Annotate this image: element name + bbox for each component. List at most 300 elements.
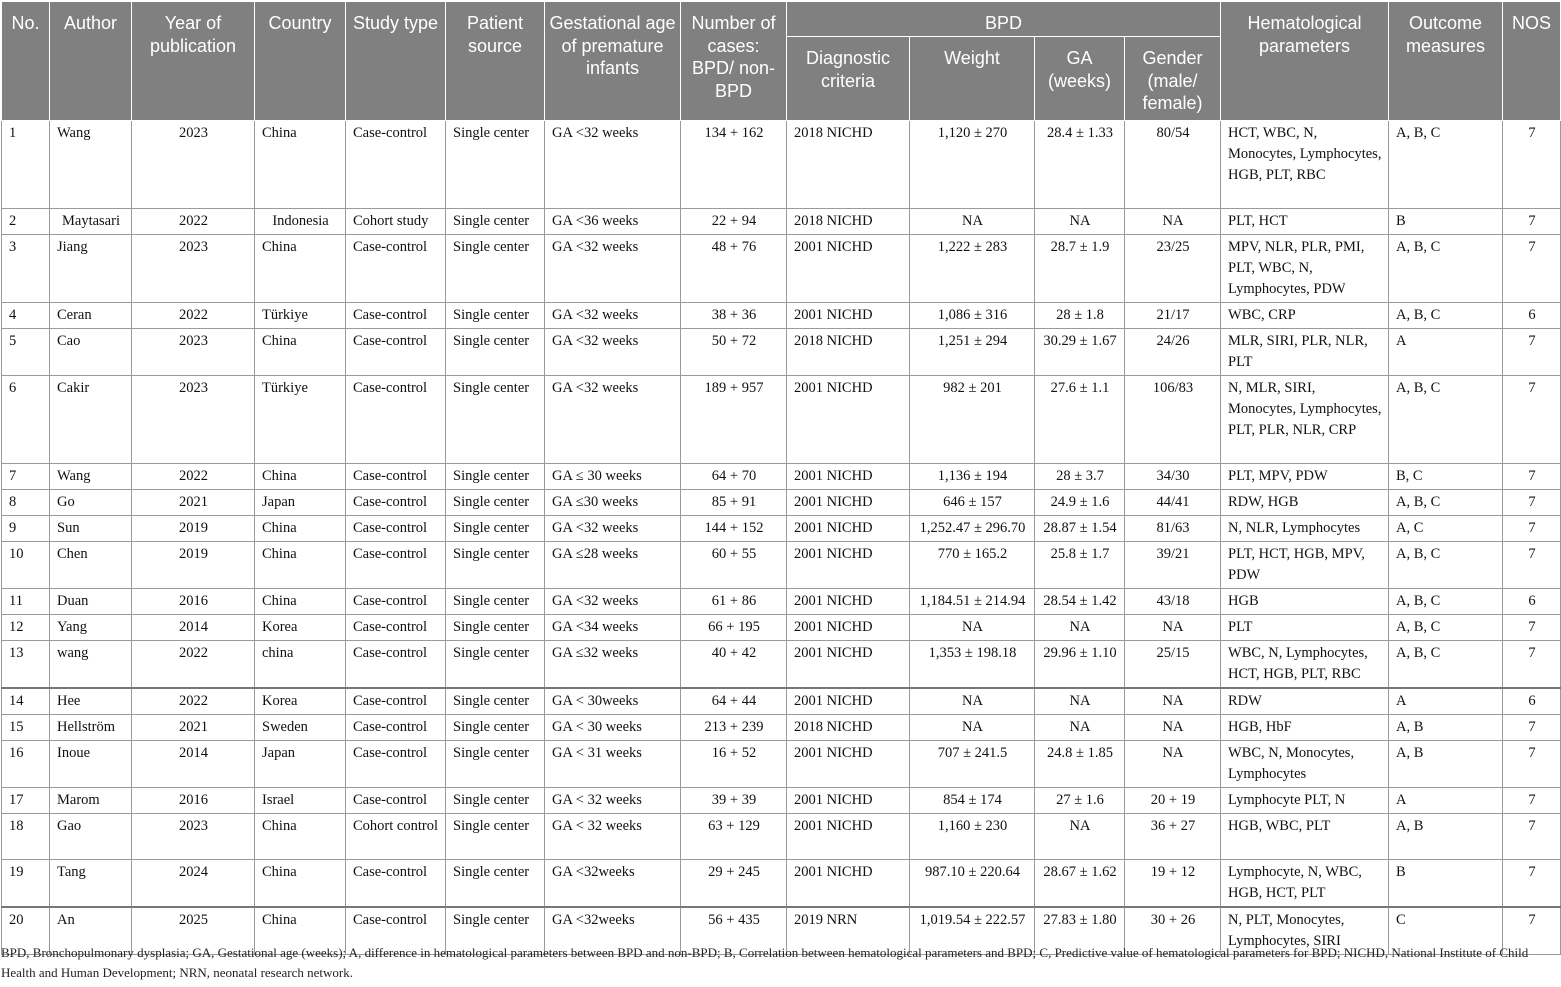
table-row bbox=[2, 542, 1561, 589]
cell-study-type: Case-control bbox=[346, 907, 446, 955]
cell-author: Chen bbox=[50, 542, 132, 589]
table-row bbox=[2, 516, 1561, 542]
cell-patient-source: Single center bbox=[446, 715, 545, 741]
cell-author: Go bbox=[50, 490, 132, 516]
cell-hematological: RDW bbox=[1221, 688, 1389, 715]
cell-study-type: Case-control bbox=[346, 376, 446, 464]
cell-gender: 21/17 bbox=[1125, 303, 1221, 329]
cell-year: 2021 bbox=[132, 490, 255, 516]
cell-gender: 39/21 bbox=[1125, 542, 1221, 589]
cell-study-type: Case-control bbox=[346, 715, 446, 741]
cell-patient-source: Single center bbox=[446, 329, 545, 376]
cell-year: 2023 bbox=[132, 329, 255, 376]
cell-weight: NA bbox=[910, 209, 1035, 235]
cell-diagnostic-criteria: 2001 NICHD bbox=[787, 542, 910, 589]
cell-gender: 34/30 bbox=[1125, 464, 1221, 490]
cell-no: 16 bbox=[2, 741, 50, 788]
cell-year: 2023 bbox=[132, 814, 255, 860]
cell-nos: 7 bbox=[1503, 376, 1561, 464]
cell-study-type: Case-control bbox=[346, 464, 446, 490]
header-year: Year of publication bbox=[132, 2, 255, 121]
cell-gestational-age: GA ≤ 30 weeks bbox=[545, 464, 681, 490]
cell-outcome: A, B bbox=[1389, 715, 1503, 741]
cell-gestational-age: GA <32weeks bbox=[545, 860, 681, 908]
cell-hematological: N, NLR, Lymphocytes bbox=[1221, 516, 1389, 542]
cell-diagnostic-criteria: 2001 NICHD bbox=[787, 688, 910, 715]
cell-no: 19 bbox=[2, 860, 50, 908]
cell-hematological: WBC, N, Lymphocytes, HCT, HGB, PLT, RBC bbox=[1221, 641, 1389, 689]
header-ga: GA (weeks) bbox=[1035, 37, 1125, 121]
table-body bbox=[2, 121, 1561, 955]
cell-no: 20 bbox=[2, 907, 50, 955]
cell-nos: 7 bbox=[1503, 715, 1561, 741]
cell-gestational-age: GA <32 weeks bbox=[545, 303, 681, 329]
cell-cases: 66 + 195 bbox=[681, 615, 787, 641]
cell-gender: NA bbox=[1125, 715, 1221, 741]
table-header bbox=[2, 2, 1561, 121]
cell-weight: 1,222 ± 283 bbox=[910, 235, 1035, 303]
cell-study-type: Cohort control bbox=[346, 814, 446, 860]
cell-hematological: WBC, N, Monocytes, Lymphocytes bbox=[1221, 741, 1389, 788]
table-footnote: BPD, Bronchopulmonary dysplasia; GA, Gestational age (weeks); A, difference in hematological parameters between BPD and non-BPD; B, Correlation between hematological parameters and BPD; C, Predictive value of hematological parameters for BPD; NICHD, National Institute of Child Health and Human Development; NRN, neonatal research network. bbox=[1, 945, 1529, 980]
cell-nos: 6 bbox=[1503, 589, 1561, 615]
cell-nos: 7 bbox=[1503, 490, 1561, 516]
table-row bbox=[2, 329, 1561, 376]
cell-patient-source: Single center bbox=[446, 814, 545, 860]
cell-gestational-age: GA < 32 weeks bbox=[545, 814, 681, 860]
cell-gender: 81/63 bbox=[1125, 516, 1221, 542]
cell-cases: 56 + 435 bbox=[681, 907, 787, 955]
cell-study-type: Cohort study bbox=[346, 209, 446, 235]
cell-weight: 1,160 ± 230 bbox=[910, 814, 1035, 860]
cell-diagnostic-criteria: 2019 NRN bbox=[787, 907, 910, 955]
cell-study-type: Case-control bbox=[346, 788, 446, 814]
cell-hematological: N, MLR, SIRI, Monocytes, Lymphocytes, PLT, PLR, NLR, CRP bbox=[1221, 376, 1389, 464]
cell-hematological: HCT, WBC, N, Monocytes, Lymphocytes, HGB, PLT, RBC bbox=[1221, 121, 1389, 209]
cell-outcome: A bbox=[1389, 688, 1503, 715]
cell-gestational-age: GA <32weeks bbox=[545, 907, 681, 955]
cell-cases: 60 + 55 bbox=[681, 542, 787, 589]
cell-gender: 23/25 bbox=[1125, 235, 1221, 303]
cell-country: Sweden bbox=[255, 715, 346, 741]
cell-country: China bbox=[255, 589, 346, 615]
cell-diagnostic-criteria: 2001 NICHD bbox=[787, 814, 910, 860]
cell-country: Japan bbox=[255, 741, 346, 788]
table-row bbox=[2, 688, 1561, 715]
cell-outcome: B bbox=[1389, 209, 1503, 235]
cell-diagnostic-criteria: 2001 NICHD bbox=[787, 788, 910, 814]
header-nos: NOS bbox=[1503, 2, 1561, 121]
cell-nos: 7 bbox=[1503, 542, 1561, 589]
table-row bbox=[2, 303, 1561, 329]
cell-country: Türkiye bbox=[255, 303, 346, 329]
cell-author: An bbox=[50, 907, 132, 955]
cell-weight: 1,251 ± 294 bbox=[910, 329, 1035, 376]
cell-country: China bbox=[255, 542, 346, 589]
cell-no: 13 bbox=[2, 641, 50, 689]
cell-weight: 1,086 ± 316 bbox=[910, 303, 1035, 329]
cell-patient-source: Single center bbox=[446, 542, 545, 589]
cell-year: 2016 bbox=[132, 589, 255, 615]
cell-no: 14 bbox=[2, 688, 50, 715]
cell-gestational-age: GA <32 weeks bbox=[545, 376, 681, 464]
cell-study-type: Case-control bbox=[346, 542, 446, 589]
cell-study-type: Case-control bbox=[346, 329, 446, 376]
cell-country: Israel bbox=[255, 788, 346, 814]
cell-patient-source: Single center bbox=[446, 303, 545, 329]
cell-study-type: Case-control bbox=[346, 641, 446, 689]
cell-country: China bbox=[255, 860, 346, 908]
cell-ga: NA bbox=[1035, 615, 1125, 641]
cell-cases: 63 + 129 bbox=[681, 814, 787, 860]
cell-nos: 7 bbox=[1503, 860, 1561, 908]
cell-country: Korea bbox=[255, 688, 346, 715]
header-patient-source: Patient source bbox=[446, 2, 545, 121]
cell-author: Duan bbox=[50, 589, 132, 615]
cell-gestational-age: GA <32 weeks bbox=[545, 589, 681, 615]
cell-gestational-age: GA <34 weeks bbox=[545, 615, 681, 641]
cell-ga: 28 ± 3.7 bbox=[1035, 464, 1125, 490]
cell-cases: 50 + 72 bbox=[681, 329, 787, 376]
cell-diagnostic-criteria: 2001 NICHD bbox=[787, 860, 910, 908]
cell-nos: 7 bbox=[1503, 516, 1561, 542]
table-row bbox=[2, 615, 1561, 641]
cell-ga: 28.7 ± 1.9 bbox=[1035, 235, 1125, 303]
cell-hematological: PLT bbox=[1221, 615, 1389, 641]
cell-study-type: Case-control bbox=[346, 303, 446, 329]
cell-diagnostic-criteria: 2018 NICHD bbox=[787, 715, 910, 741]
cell-outcome: A, B bbox=[1389, 814, 1503, 860]
cell-patient-source: Single center bbox=[446, 741, 545, 788]
cell-outcome: B, C bbox=[1389, 464, 1503, 490]
cell-ga: NA bbox=[1035, 209, 1125, 235]
cell-year: 2023 bbox=[132, 235, 255, 303]
cell-diagnostic-criteria: 2001 NICHD bbox=[787, 303, 910, 329]
header-no: No. bbox=[2, 2, 50, 121]
cell-cases: 29 + 245 bbox=[681, 860, 787, 908]
cell-no: 7 bbox=[2, 464, 50, 490]
cell-patient-source: Single center bbox=[446, 235, 545, 303]
cell-patient-source: Single center bbox=[446, 688, 545, 715]
cell-cases: 85 + 91 bbox=[681, 490, 787, 516]
cell-gender: 19 + 12 bbox=[1125, 860, 1221, 908]
table-row bbox=[2, 209, 1561, 235]
cell-country: China bbox=[255, 235, 346, 303]
cell-gender: NA bbox=[1125, 615, 1221, 641]
table-row bbox=[2, 235, 1561, 303]
cell-author: Maytasari bbox=[50, 209, 132, 235]
cell-hematological: Lymphocyte PLT, N bbox=[1221, 788, 1389, 814]
cell-gender: 43/18 bbox=[1125, 589, 1221, 615]
cell-ga: 25.8 ± 1.7 bbox=[1035, 542, 1125, 589]
cell-weight: 982 ± 201 bbox=[910, 376, 1035, 464]
cell-diagnostic-criteria: 2018 NICHD bbox=[787, 121, 910, 209]
cell-outcome: A, B, C bbox=[1389, 376, 1503, 464]
cell-no: 1 bbox=[2, 121, 50, 209]
cell-weight: 854 ± 174 bbox=[910, 788, 1035, 814]
cell-nos: 7 bbox=[1503, 788, 1561, 814]
cell-cases: 39 + 39 bbox=[681, 788, 787, 814]
cell-author: Hee bbox=[50, 688, 132, 715]
cell-outcome: A bbox=[1389, 788, 1503, 814]
cell-no: 5 bbox=[2, 329, 50, 376]
cell-gender: 80/54 bbox=[1125, 121, 1221, 209]
cell-weight: NA bbox=[910, 688, 1035, 715]
cell-diagnostic-criteria: 2001 NICHD bbox=[787, 490, 910, 516]
cell-gestational-age: GA <32 weeks bbox=[545, 329, 681, 376]
cell-weight: NA bbox=[910, 715, 1035, 741]
cell-patient-source: Single center bbox=[446, 464, 545, 490]
cell-author: Tang bbox=[50, 860, 132, 908]
cell-patient-source: Single center bbox=[446, 860, 545, 908]
header-weight: Weight bbox=[910, 37, 1035, 121]
cell-cases: 48 + 76 bbox=[681, 235, 787, 303]
cell-gestational-age: GA <32 weeks bbox=[545, 121, 681, 209]
cell-diagnostic-criteria: 2001 NICHD bbox=[787, 589, 910, 615]
cell-weight: 707 ± 241.5 bbox=[910, 741, 1035, 788]
cell-year: 2022 bbox=[132, 303, 255, 329]
cell-ga: NA bbox=[1035, 688, 1125, 715]
cell-cases: 64 + 44 bbox=[681, 688, 787, 715]
table-row bbox=[2, 741, 1561, 788]
cell-gestational-age: GA ≤32 weeks bbox=[545, 641, 681, 689]
cell-study-type: Case-control bbox=[346, 490, 446, 516]
cell-cases: 40 + 42 bbox=[681, 641, 787, 689]
table-row bbox=[2, 589, 1561, 615]
cell-country: Korea bbox=[255, 615, 346, 641]
cell-ga: 28.54 ± 1.42 bbox=[1035, 589, 1125, 615]
cell-hematological: PLT, HCT bbox=[1221, 209, 1389, 235]
cell-hematological: MLR, SIRI, PLR, NLR, PLT bbox=[1221, 329, 1389, 376]
studies-table bbox=[1, 1, 1561, 955]
cell-author: Marom bbox=[50, 788, 132, 814]
cell-nos: 6 bbox=[1503, 688, 1561, 715]
cell-no: 8 bbox=[2, 490, 50, 516]
header-cases: Number of cases: BPD/ non-BPD bbox=[681, 2, 787, 121]
cell-patient-source: Single center bbox=[446, 615, 545, 641]
cell-gestational-age: GA < 31 weeks bbox=[545, 741, 681, 788]
cell-gestational-age: GA <36 weeks bbox=[545, 209, 681, 235]
cell-hematological: WBC, CRP bbox=[1221, 303, 1389, 329]
cell-author: Gao bbox=[50, 814, 132, 860]
table-row bbox=[2, 641, 1561, 689]
cell-year: 2021 bbox=[132, 715, 255, 741]
cell-nos: 7 bbox=[1503, 907, 1561, 955]
cell-weight: 1,019.54 ± 222.57 bbox=[910, 907, 1035, 955]
cell-hematological: Lymphocyte, N, WBC, HGB, HCT, PLT bbox=[1221, 860, 1389, 908]
cell-hematological: PLT, MPV, PDW bbox=[1221, 464, 1389, 490]
cell-weight: NA bbox=[910, 615, 1035, 641]
cell-author: Wang bbox=[50, 464, 132, 490]
cell-outcome: A, B, C bbox=[1389, 615, 1503, 641]
cell-gender: 25/15 bbox=[1125, 641, 1221, 689]
cell-patient-source: Single center bbox=[446, 907, 545, 955]
cell-outcome: A, C bbox=[1389, 516, 1503, 542]
cell-weight: 1,120 ± 270 bbox=[910, 121, 1035, 209]
cell-ga: 28.87 ± 1.54 bbox=[1035, 516, 1125, 542]
cell-nos: 7 bbox=[1503, 121, 1561, 209]
cell-no: 18 bbox=[2, 814, 50, 860]
cell-diagnostic-criteria: 2001 NICHD bbox=[787, 641, 910, 689]
cell-author: wang bbox=[50, 641, 132, 689]
cell-outcome: A, B, C bbox=[1389, 641, 1503, 689]
cell-weight: 987.10 ± 220.64 bbox=[910, 860, 1035, 908]
cell-outcome: A, B, C bbox=[1389, 542, 1503, 589]
cell-patient-source: Single center bbox=[446, 641, 545, 689]
cell-nos: 7 bbox=[1503, 464, 1561, 490]
cell-weight: 1,136 ± 194 bbox=[910, 464, 1035, 490]
cell-cases: 38 + 36 bbox=[681, 303, 787, 329]
cell-diagnostic-criteria: 2001 NICHD bbox=[787, 516, 910, 542]
cell-outcome: C bbox=[1389, 907, 1503, 955]
cell-outcome: A, B bbox=[1389, 741, 1503, 788]
cell-patient-source: Single center bbox=[446, 490, 545, 516]
cell-study-type: Case-control bbox=[346, 235, 446, 303]
cell-hematological: HGB, WBC, PLT bbox=[1221, 814, 1389, 860]
cell-weight: 646 ± 157 bbox=[910, 490, 1035, 516]
cell-country: China bbox=[255, 121, 346, 209]
cell-year: 2022 bbox=[132, 464, 255, 490]
cell-cases: 64 + 70 bbox=[681, 464, 787, 490]
cell-year: 2014 bbox=[132, 615, 255, 641]
cell-gestational-age: GA < 30 weeks bbox=[545, 715, 681, 741]
cell-no: 4 bbox=[2, 303, 50, 329]
cell-gender: NA bbox=[1125, 741, 1221, 788]
cell-ga: NA bbox=[1035, 715, 1125, 741]
cell-year: 2022 bbox=[132, 688, 255, 715]
cell-nos: 7 bbox=[1503, 615, 1561, 641]
cell-outcome: A, B, C bbox=[1389, 235, 1503, 303]
cell-ga: 24.8 ± 1.85 bbox=[1035, 741, 1125, 788]
cell-ga: 27 ± 1.6 bbox=[1035, 788, 1125, 814]
cell-gender: 106/83 bbox=[1125, 376, 1221, 464]
table-row bbox=[2, 121, 1561, 209]
cell-gender: 44/41 bbox=[1125, 490, 1221, 516]
header-bpd-group: BPD bbox=[787, 2, 1221, 37]
cell-outcome: A bbox=[1389, 329, 1503, 376]
cell-no: 2 bbox=[2, 209, 50, 235]
cell-ga: 27.6 ± 1.1 bbox=[1035, 376, 1125, 464]
cell-ga: 29.96 ± 1.10 bbox=[1035, 641, 1125, 689]
cell-weight: 1,353 ± 198.18 bbox=[910, 641, 1035, 689]
header-diagnostic-criteria: Diagnostic criteria bbox=[787, 37, 910, 121]
cell-cases: 189 + 957 bbox=[681, 376, 787, 464]
header-gestational-age: Gestational age of premature infants bbox=[545, 2, 681, 121]
cell-author: Cakir bbox=[50, 376, 132, 464]
cell-ga: 28.67 ± 1.62 bbox=[1035, 860, 1125, 908]
cell-cases: 61 + 86 bbox=[681, 589, 787, 615]
cell-no: 10 bbox=[2, 542, 50, 589]
cell-year: 2025 bbox=[132, 907, 255, 955]
cell-year: 2022 bbox=[132, 641, 255, 689]
cell-ga: 24.9 ± 1.6 bbox=[1035, 490, 1125, 516]
cell-weight: 770 ± 165.2 bbox=[910, 542, 1035, 589]
cell-no: 11 bbox=[2, 589, 50, 615]
cell-cases: 134 + 162 bbox=[681, 121, 787, 209]
cell-nos: 7 bbox=[1503, 235, 1561, 303]
cell-no: 3 bbox=[2, 235, 50, 303]
cell-year: 2014 bbox=[132, 741, 255, 788]
table-row bbox=[2, 464, 1561, 490]
cell-outcome: B bbox=[1389, 860, 1503, 908]
cell-ga: 30.29 ± 1.67 bbox=[1035, 329, 1125, 376]
cell-hematological: MPV, NLR, PLR, PMI, PLT, WBC, N, Lymphocytes, PDW bbox=[1221, 235, 1389, 303]
cell-weight: 1,252.47 ± 296.70 bbox=[910, 516, 1035, 542]
cell-patient-source: Single center bbox=[446, 516, 545, 542]
cell-outcome: A, B, C bbox=[1389, 589, 1503, 615]
cell-country: China bbox=[255, 907, 346, 955]
cell-author: Wang bbox=[50, 121, 132, 209]
cell-hematological: RDW, HGB bbox=[1221, 490, 1389, 516]
cell-study-type: Case-control bbox=[346, 741, 446, 788]
cell-year: 2019 bbox=[132, 516, 255, 542]
cell-ga: 27.83 ± 1.80 bbox=[1035, 907, 1125, 955]
table-row bbox=[2, 860, 1561, 908]
cell-hematological: PLT, HCT, HGB, MPV, PDW bbox=[1221, 542, 1389, 589]
cell-study-type: Case-control bbox=[346, 589, 446, 615]
cell-diagnostic-criteria: 2001 NICHD bbox=[787, 464, 910, 490]
cell-ga: NA bbox=[1035, 814, 1125, 860]
cell-country: Türkiye bbox=[255, 376, 346, 464]
cell-year: 2016 bbox=[132, 788, 255, 814]
cell-gender: NA bbox=[1125, 688, 1221, 715]
cell-year: 2019 bbox=[132, 542, 255, 589]
cell-no: 9 bbox=[2, 516, 50, 542]
cell-diagnostic-criteria: 2001 NICHD bbox=[787, 741, 910, 788]
cell-outcome: A, B, C bbox=[1389, 121, 1503, 209]
cell-country: china bbox=[255, 641, 346, 689]
table-row bbox=[2, 490, 1561, 516]
cell-author: Cao bbox=[50, 329, 132, 376]
cell-country: China bbox=[255, 814, 346, 860]
cell-gender: 20 + 19 bbox=[1125, 788, 1221, 814]
cell-study-type: Case-control bbox=[346, 615, 446, 641]
cell-diagnostic-criteria: 2001 NICHD bbox=[787, 376, 910, 464]
cell-author: Ceran bbox=[50, 303, 132, 329]
cell-no: 15 bbox=[2, 715, 50, 741]
cell-gestational-age: GA < 30weeks bbox=[545, 688, 681, 715]
cell-patient-source: Single center bbox=[446, 376, 545, 464]
header-hematological: Hematological parameters bbox=[1221, 2, 1389, 121]
cell-no: 6 bbox=[2, 376, 50, 464]
table-row bbox=[2, 376, 1561, 464]
table-row bbox=[2, 715, 1561, 741]
cell-gender: 24/26 bbox=[1125, 329, 1221, 376]
cell-diagnostic-criteria: 2001 NICHD bbox=[787, 235, 910, 303]
cell-outcome: A, B, C bbox=[1389, 490, 1503, 516]
cell-cases: 16 + 52 bbox=[681, 741, 787, 788]
cell-outcome: A, B, C bbox=[1389, 303, 1503, 329]
cell-year: 2022 bbox=[132, 209, 255, 235]
cell-hematological: HGB bbox=[1221, 589, 1389, 615]
cell-gender: 30 + 26 bbox=[1125, 907, 1221, 955]
header-outcome: Outcome measures bbox=[1389, 2, 1503, 121]
cell-patient-source: Single center bbox=[446, 589, 545, 615]
cell-study-type: Case-control bbox=[346, 860, 446, 908]
cell-gestational-age: GA < 32 weeks bbox=[545, 788, 681, 814]
cell-year: 2023 bbox=[132, 376, 255, 464]
cell-patient-source: Single center bbox=[446, 209, 545, 235]
cell-author: Hellström bbox=[50, 715, 132, 741]
cell-author: Yang bbox=[50, 615, 132, 641]
cell-diagnostic-criteria: 2018 NICHD bbox=[787, 329, 910, 376]
cell-country: China bbox=[255, 464, 346, 490]
cell-country: China bbox=[255, 329, 346, 376]
cell-cases: 22 + 94 bbox=[681, 209, 787, 235]
cell-ga: 28.4 ± 1.33 bbox=[1035, 121, 1125, 209]
cell-author: Sun bbox=[50, 516, 132, 542]
cell-author: Jiang bbox=[50, 235, 132, 303]
